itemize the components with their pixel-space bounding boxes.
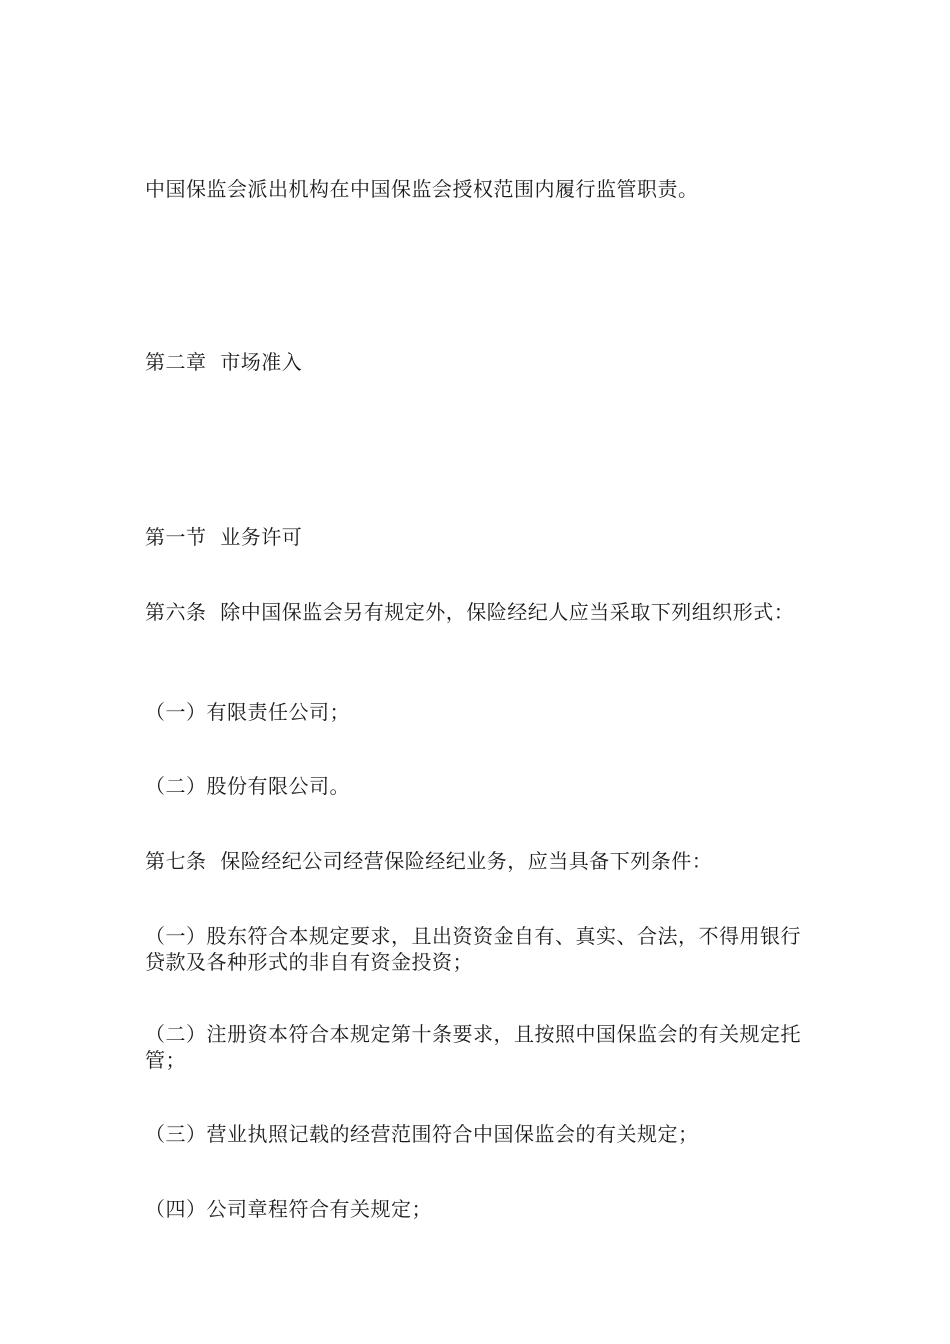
paragraph-supervision-duty: 中国保监会派出机构在中国保监会授权范围内履行监管职责。 (145, 177, 699, 201)
article-six: 第六条 除中国保监会另有规定外，保险经纪人应当采取下列组织形式： (145, 600, 795, 624)
article-seven-item-2: （二）注册资本符合本规定第十条要求，且按照中国保监会的有关规定托管； (145, 1022, 801, 1072)
article-seven-item-3: （三）营业执照记载的经营范围符合中国保监会的有关规定； (145, 1122, 699, 1146)
article-seven-item-1: （一）股东符合本规定要求，且出资资金自有、真实、合法，不得用银行贷款及各种形式的非自有资金投资； (145, 924, 801, 974)
article-six-item-1: （一）有限责任公司； (145, 700, 350, 724)
section-heading: 第一节 业务许可 (145, 525, 303, 549)
article-seven: 第七条 保险经纪公司经营保险经纪业务，应当具备下列条件： (145, 849, 713, 873)
chapter-heading: 第二章 市场准入 (145, 350, 303, 374)
article-six-item-2: （二）股份有限公司。 (145, 774, 350, 798)
article-seven-item-4: （四）公司章程符合有关规定； (145, 1197, 432, 1221)
